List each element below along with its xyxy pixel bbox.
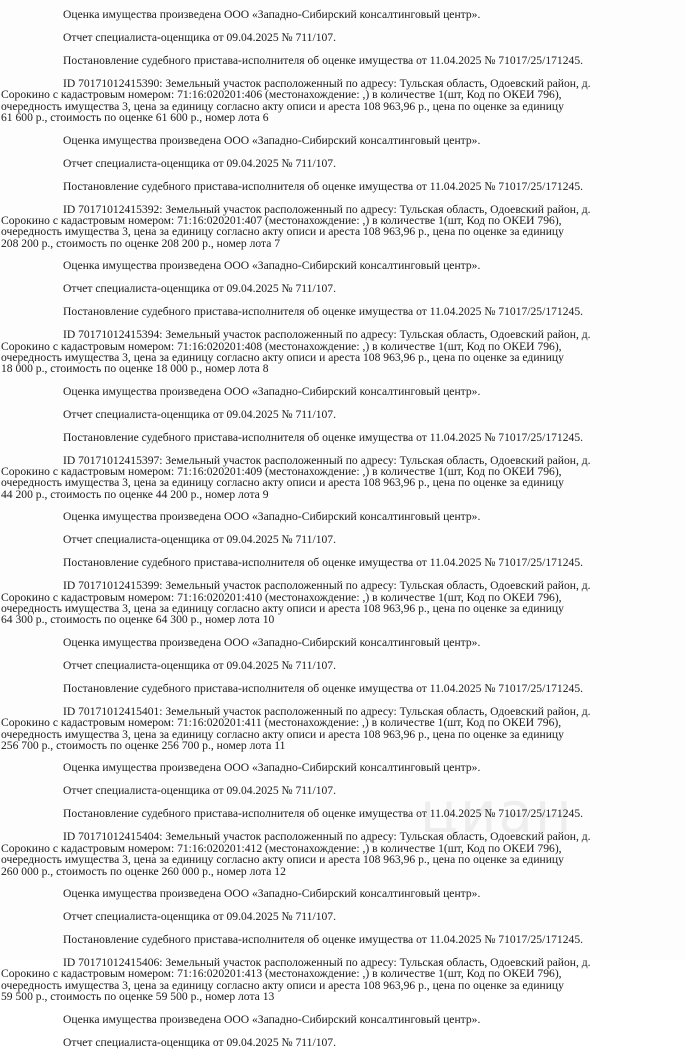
report-line: Отчет специалиста-оценщика от 09.04.2025 № 711/107. [63,156,336,170]
lot-line-1: ID 70171012415392: Земельный участок расположенный по адресу: Тульская область, Одоевский район, д. [63,202,591,216]
lot-line-1: ID 70171012415399: Земельный участок расположенный по адресу: Тульская область, Одоевский район, д. [63,579,591,593]
report-line: Отчет специалиста-оценщика от 09.04.2025 № 711/107. [63,31,336,44]
lot-line-4: 61 600 р., стоимость по оценке 61 600 р., номер лота 6 [1,111,269,125]
report-line: Отчет специалиста-оценщика от 09.04.2025 № 711/107. [63,407,336,421]
lot-line-4: 44 200 р., стоимость по оценке 44 200 р., номер лота 9 [1,487,269,501]
lot-line-4: 256 700 р., стоимость по оценке 256 700 р., номер лота 11 [1,738,286,752]
lot-entry [1,77,659,125]
lot-line-2: Сорокино с кадастровым номером: 71:16:020201:412 (местонахождение: ,) в количестве 1(шт, Код по ОКЕИ 796), [1,841,562,855]
lot-line-3: очередность имущества 3, цена за единицу согласно акту описи и ареста 108 963,96 р., цена по оценке за единицу [1,978,564,992]
lot-entry [1,955,659,1004]
decree-line: Постановление судебного пристава-исполнителя об оценке имущества от 11.04.2025 № 71017/25/171245. [63,556,584,570]
valuation-line: Оценка имущества произведена ООО «Западно-Сибирский консалтинговый центр». [63,8,481,21]
decree-line: Постановление судебного пристава-исполнителя об оценке имущества от 11.04.2025 № 71017/25/171245. [63,54,584,67]
document-body [1,8,659,1049]
lot-line-4: 208 200 р., стоимость по оценке 208 200 р., номер лота 7 [1,236,281,250]
lot-line-3: очередность имущества 3, цена за единицу согласно акту описи и ареста 108 963,96 р., цена по оценке за единицу [1,727,564,741]
lot-entry [1,830,659,878]
decree-line: Постановление судебного пристава-исполнителя об оценке имущества от 11.04.2025 № 71017/25/171245. [63,807,584,821]
valuation-line: Оценка имущества произведена ООО «Западно-Сибирский консалтинговый центр». [63,133,481,147]
lot-line-1: ID 70171012415406: Земельный участок расположенный по адресу: Тульская область, Одоевский район, д. [63,955,591,969]
decree-line: Постановление судебного пристава-исполнителя об оценке имущества от 11.04.2025 № 71017/25/171245. [63,681,584,695]
lot-line-4: 59 500 р., стоимость по оценке 59 500 р., номер лота 13 [1,990,275,1004]
lot-line-3: очередность имущества 3, цена за единицу согласно акту описи и ареста 108 963,96 р., цена по оценке за единицу [1,602,564,616]
decree-line: Постановление судебного пристава-исполнителя об оценке имущества от 11.04.2025 № 71017/25/171245. [63,179,584,193]
lot-line-2: Сорокино с кадастровым номером: 71:16:020201:413 (местонахождение: ,) в количестве 1(шт, Код по ОКЕИ 796), [1,967,562,981]
lot-line-2: Сорокино с кадастровым номером: 71:16:020201:410 (местонахождение: ,) в количестве 1(шт, Код по ОКЕИ 796), [1,590,562,604]
decree-line: Постановление судебного пристава-исполнителя об оценке имущества от 11.04.2025 № 71017/25/171245. [63,932,584,946]
lot-entry [1,579,659,627]
lot-line-4: 260 000 р., стоимость по оценке 260 000 р., номер лота 12 [1,864,286,878]
report-line: Отчет специалиста-оценщика от 09.04.2025 № 711/107. [63,658,336,672]
lot-line-2: Сорокино с кадастровым номером: 71:16:020201:411 (местонахождение: ,) в количестве 1(шт, Код по ОКЕИ 796), [1,716,562,730]
lot-line-1: ID 70171012415397: Земельный участок расположенный по адресу: Тульская область, Одоевский район, д. [63,453,591,467]
lot-entry [1,453,659,501]
lot-line-1: ID 70171012415394: Земельный участок расположенный по адресу: Тульская область, Одоевский район, д. [63,328,591,342]
valuation-line: Оценка имущества произведена ООО «Западно-Сибирский консалтинговый центр». [63,761,481,775]
lot-entry [1,328,659,376]
report-line: Отчет специалиста-оценщика от 09.04.2025 № 711/107. [63,784,336,798]
valuation-line: Оценка имущества произведена ООО «Западно-Сибирский консалтинговый центр». [63,259,481,273]
lot-line-3: очередность имущества 3, цена за единицу согласно акту описи и ареста 108 963,96 р., цена по оценке за единицу [1,350,564,364]
decree-line: Постановление судебного пристава-исполнителя об оценке имущества от 11.04.2025 № 71017/25/171245. [63,305,584,319]
lot-line-4: 18 000 р., стоимость по оценке 18 000 р., номер лота 8 [1,362,269,376]
report-line: Отчет специалиста-оценщика от 09.04.2025 № 711/107. [63,909,336,923]
lot-entry [1,704,659,752]
valuation-line: Оценка имущества произведена ООО «Западно-Сибирский консалтинговый центр». [63,886,481,900]
lot-line-2: Сорокино с кадастровым номером: 71:16:020201:407 (местонахождение: ,) в количестве 1(шт, Код по ОКЕИ 796), [1,213,562,227]
lot-line-4: 64 300 р., стоимость по оценке 64 300 р., номер лота 10 [1,613,275,627]
watermark: циан [420,781,574,846]
valuation-line: Оценка имущества произведена ООО «Западно-Сибирский консалтинговый центр». [63,635,481,649]
lot-line-1: ID 70171012415390: Земельный участок расположенный по адресу: Тульская область, Одоевский район, д. [63,77,591,90]
lot-line-2: Сорокино с кадастровым номером: 71:16:020201:409 (местонахождение: ,) в количестве 1(шт, Код по ОКЕИ 796), [1,465,562,479]
lot-line-3: очередность имущества 3, цена за единицу согласно акту описи и ареста 108 963,96 р., цена по оценке за единицу [1,853,564,867]
report-line: Отчет специалиста-оценщика от 09.04.2025 № 711/107. [63,533,336,547]
valuation-line: Оценка имущества произведена ООО «Западно-Сибирский консалтинговый центр». [63,384,481,398]
valuation-line: Оценка имущества произведена ООО «Западно-Сибирский консалтинговый центр». [63,1012,481,1026]
lot-line-2: Сорокино с кадастровым номером: 71:16:020201:408 (местонахождение: ,) в количестве 1(шт, Код по ОКЕИ 796), [1,339,562,353]
report-line: Отчет специалиста-оценщика от 09.04.2025 № 711/107. [63,1035,336,1049]
lot-line-3: очередность имущества 3, цена за единицу согласно акту описи и ареста 108 963,96 р., цена по оценке за единицу [1,476,564,490]
valuation-line: Оценка имущества произведена ООО «Западно-Сибирский консалтинговый центр». [63,510,481,524]
lot-line-1: ID 70171012415404: Земельный участок расположенный по адресу: Тульская область, Одоевский район, д. [63,830,591,844]
decree-line: Постановление судебного пристава-исполнителя об оценке имущества от 11.04.2025 № 71017/25/171245. [63,430,584,444]
lot-line-2: Сорокино с кадастровым номером: 71:16:020201:406 (местонахождение: ,) в количестве 1(шт, Код по ОКЕИ 796), [1,88,562,102]
lot-entry [1,202,659,250]
lot-line-3: очередность имущества 3, цена за единицу согласно акту описи и ареста 108 963,96 р., цена по оценке за единицу [1,225,564,239]
lot-line-1: ID 70171012415401: Земельный участок расположенный по адресу: Тульская область, Одоевский район, д. [63,704,591,718]
report-line: Отчет специалиста-оценщика от 09.04.2025 № 711/107. [63,282,336,296]
lot-line-3: очередность имущества 3, цена за единицу согласно акту описи и ареста 108 963,96 р., цена по оценке за единицу [1,99,564,113]
